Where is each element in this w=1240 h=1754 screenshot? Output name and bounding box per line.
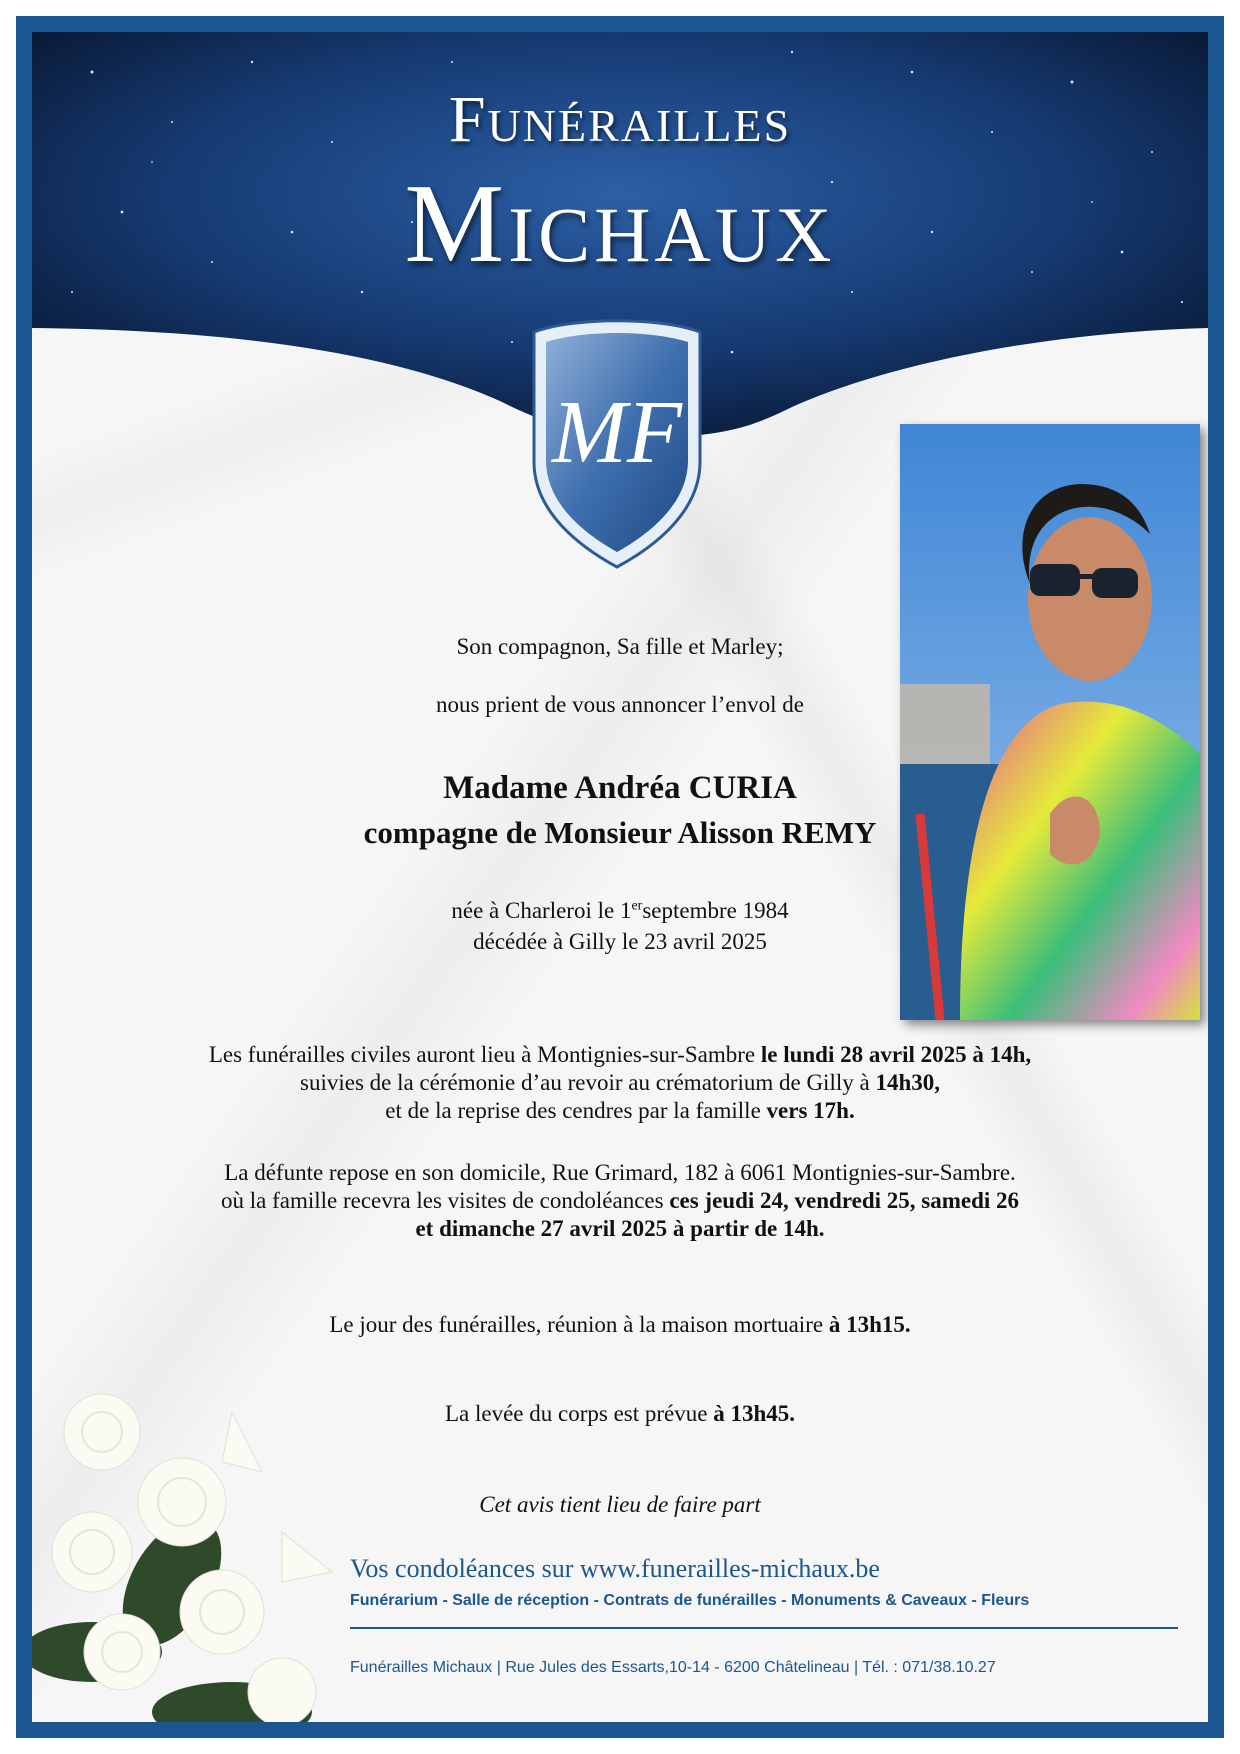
levee-text: La levée du corps est prévue	[444, 1401, 714, 1426]
footer-divider	[350, 1627, 1178, 1629]
rest-3-bold: et dimanche 27 avril 2025 à partir de 14h.	[415, 1216, 825, 1241]
meeting-text: Le jour des funérailles, réunion à la maison mortuaire	[329, 1312, 829, 1337]
address-line: Funérailles Michaux | Rue Jules des Essarts,10-14 - 6200 Châtelineau | Tél. : 071/38.10.27	[350, 1659, 996, 1676]
crest-logo	[524, 312, 710, 570]
rest-line-2	[32, 1188, 1208, 1214]
birth-prefix: née à Charleroi le 1	[451, 898, 632, 923]
rest-line-3	[32, 1216, 1208, 1242]
brand-title-big: Michaux	[404, 162, 836, 286]
ceremony-line-1	[32, 1042, 1208, 1068]
ceremony-3-text: et de la reprise des cendres par la famille	[385, 1098, 767, 1123]
birth-line	[32, 898, 1208, 924]
meeting-bold: à 13h15.	[828, 1312, 911, 1337]
ceremony-line-2	[32, 1070, 1208, 1096]
ceremony-2-text: suivies de la cérémonie d’au revoir au crématorium de Gilly à	[300, 1070, 876, 1095]
ceremony-line-3	[32, 1098, 1208, 1124]
page-frame	[16, 16, 1224, 1738]
brand-title-small: Funérailles	[448, 83, 792, 156]
ceremony-1-bold: le lundi 28 avril 2025 à 14h,	[760, 1042, 1032, 1067]
partner-line: compagne de Monsieur Alisson REMY	[363, 815, 877, 850]
levee-bold: à 13h45.	[713, 1401, 795, 1426]
rest-2-text: où la famille recevra les visites de condoléances	[221, 1188, 670, 1213]
birth-sup: er	[631, 898, 643, 914]
birth-suffix: septembre 1984	[642, 898, 789, 923]
faire-part-note: Cet avis tient lieu de faire part	[479, 1492, 761, 1517]
crest-letters: MF	[552, 383, 682, 482]
services-line: Funérarium - Salle de réception - Contrats de funérailles - Monuments & Caveaux - Fleurs	[350, 1592, 1030, 1609]
condolences-link[interactable]: Vos condoléances sur www.funerailles-michaux.be	[350, 1554, 880, 1583]
death-line: décédée à Gilly le 23 avril 2025	[473, 929, 767, 954]
rest-line-1: La défunte repose en son domicile, Rue Grimard, 182 à 6061 Montignies-sur-Sambre.	[224, 1160, 1016, 1185]
ceremony-2-bold: 14h30,	[875, 1070, 940, 1095]
family-line: Son compagnon, Sa fille et Marley;	[456, 634, 784, 659]
ceremony-1-text: Les funérailles civiles auront lieu à Montignies-sur-Sambre	[208, 1042, 761, 1067]
ceremony-3-bold: vers 17h.	[766, 1098, 855, 1123]
announce-line: nous prient de vous annoncer l’envol de	[436, 692, 804, 717]
deceased-name: Madame Andréa CURIA	[443, 770, 797, 806]
meeting-line	[32, 1312, 1208, 1338]
white-flowers-decoration	[32, 1352, 352, 1738]
rest-2-bold: ces jeudi 24, vendredi 25, samedi 26	[669, 1188, 1019, 1213]
